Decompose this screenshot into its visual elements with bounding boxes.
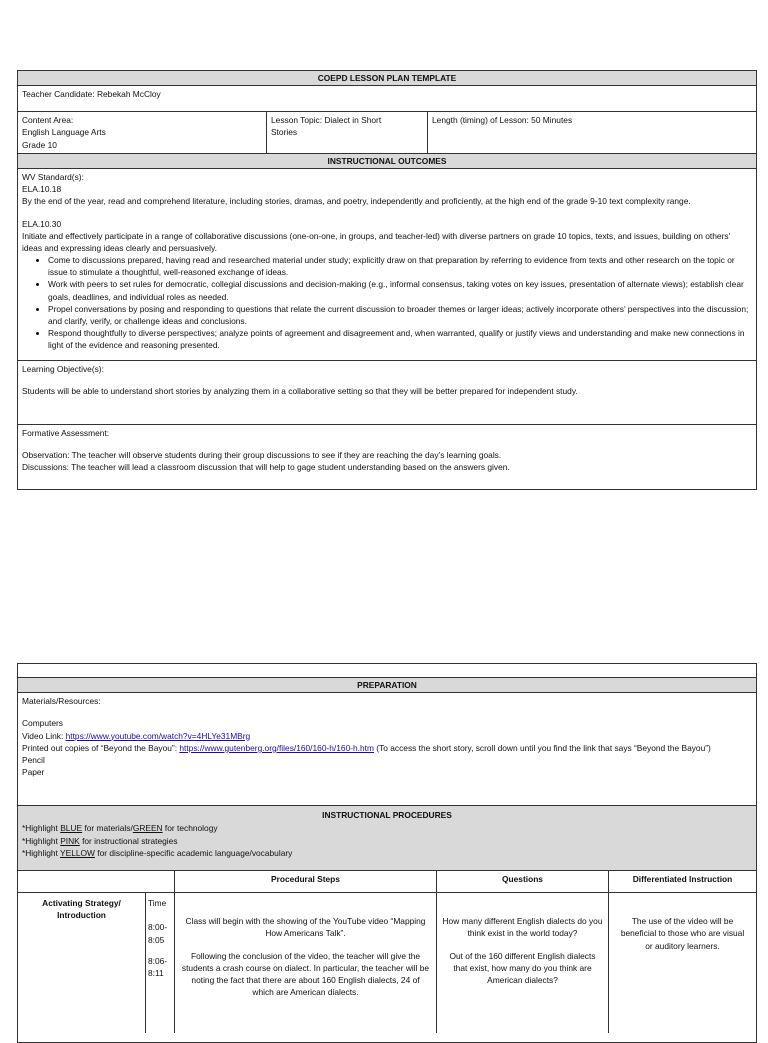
time-slot: 8:06-8:11 <box>148 955 168 978</box>
preparation-header: PREPARATION <box>18 678 756 693</box>
activating-label: Activating Strategy/ Introduction <box>18 893 146 1033</box>
diff-instruction: The use of the video will be beneficial to those who are visual or auditory learners. <box>620 916 745 951</box>
length-cell <box>428 112 756 153</box>
teacher-candidate: Teacher Candidate: Rebekah McCloy <box>18 86 756 112</box>
pencil-item: Pencil <box>22 754 45 765</box>
wv-standards-label: WV Standard(s): <box>22 171 84 182</box>
printed-prefix: Printed out copies of “Beyond the Bayou”: <box>22 742 180 753</box>
highlight-legend <box>18 822 756 859</box>
content-area-value: English Language Arts <box>22 127 106 138</box>
paper-item: Paper <box>22 767 45 778</box>
blank-top-row <box>18 664 756 678</box>
content-area-label: Content Area: <box>22 115 74 126</box>
lesson-topic-cell <box>267 112 428 153</box>
time-column <box>146 893 175 1033</box>
printed-item <box>22 742 752 754</box>
standard-bullet: • Work with peers to set rules for democratic, collegial discussions and decision-making (e.g., informal consensus, taking votes on key issues, presentation of alternate views); establish clear goals, deadlines, and individual roles as needed. <box>48 278 752 302</box>
lesson-plan-header: COEPD LESSON PLAN TEMPLATE <box>18 71 756 86</box>
time-label: Time <box>148 898 167 909</box>
lesson-topic-line1: Lesson Topic: Dialect in Short <box>271 115 382 126</box>
procedural-step: Class will begin with the showing of the YouTube video “Mapping How Americans Talk”. <box>185 916 426 939</box>
activating-row <box>18 893 756 1033</box>
ela1-code: ELA.10.18 <box>22 184 62 195</box>
highlight-line-2: *Highlight PINK for instructional strategies <box>22 835 178 846</box>
standards-bullet-list <box>22 254 752 352</box>
procedures-header: INSTRUCTIONAL PROCEDURES <box>18 806 756 822</box>
question: How many different English dialects do you think exist in the world today? <box>442 916 603 939</box>
procedures-section <box>18 806 756 871</box>
steps-column <box>175 893 437 1033</box>
grade: Grade 10 <box>22 139 57 150</box>
gutenberg-link[interactable]: https://www.gutenberg.org/files/160/160-h/160-h.htm <box>179 742 374 753</box>
col-diff-header: Differentiated Instruction <box>632 874 733 885</box>
formative-label: Formative Assessment: <box>22 427 110 438</box>
lesson-length: Length (timing) of Lesson: 50 Minutes <box>432 115 573 126</box>
standard-bullet: • Come to discussions prepared, having read and researched material under study; explicitly draw on that preparation by referring to evidence from texts and other research on the topic or issue to stimulate a thoughtful, well-reasoned exchange of ideas. <box>48 254 752 278</box>
lesson-info-row <box>18 112 756 154</box>
content-area-cell <box>18 112 267 153</box>
computers-item: Computers <box>22 718 63 729</box>
ela2-code: ELA.10.30 <box>22 218 62 229</box>
question: Out of the 160 different English dialects that exist, how many do you think are American dialects? <box>449 950 596 985</box>
video-prefix: Video Link: <box>22 730 66 741</box>
standard-bullet: • Respond thoughtfully to diverse perspectives; analyze points of agreement and disagreement and, when warranted, qualify or justify views and understanding and make new connections in light of the evidence and reasoning presented. <box>48 327 752 351</box>
lesson-topic-line2: Stories <box>271 127 298 138</box>
col-questions-header: Questions <box>437 871 609 892</box>
objective-label: Learning Objective(s): <box>22 363 104 374</box>
ela2-text: Initiate and effectively participate in a range of collaborative discussions (one-on-one, in groups, and teacher-led) with diverse partners on grade 10 topics, texts, and issues, building on others’ ideas and expressing ideas clearly and persuasively. <box>22 230 731 253</box>
ela1-text: By the end of the year, read and comprehend literature, including stories, dramas, and poetry, independently and proficiently, at the high end of the grade 9-10 text complexity range. <box>22 196 691 207</box>
outcomes-header: INSTRUCTIONAL OUTCOMES <box>18 154 756 169</box>
observation-text: Observation: The teacher will observe students during their group discussions to see if they are reaching the day’s learning goals. <box>22 449 502 460</box>
objective-text: Students will be able to understand short stories by analyzing them in a collaborative setting so that they will be better prepared for independent study. <box>22 385 578 396</box>
printed-suffix: (To access the short story, scroll down until you find the link that says “Beyond the Bayou”) <box>373 742 711 753</box>
col-steps-header: Procedural Steps <box>175 871 437 892</box>
lesson-plan-table <box>17 70 757 490</box>
procedures-column-headers <box>18 871 756 893</box>
materials-label: Materials/Resources: <box>22 696 101 707</box>
preparation-table <box>17 663 757 1043</box>
discussions-text: Discussions: The teacher will lead a classroom discussion that will help to gage student understanding based on the answers given. <box>22 461 510 472</box>
formative-section <box>18 425 756 489</box>
highlight-line-3: *Highlight YELLOW for discipline-specific academic language/vocabulary <box>22 847 293 858</box>
objective-section <box>18 361 756 425</box>
time-slot: 8:00-8:05 <box>148 922 168 945</box>
questions-column <box>437 893 609 1033</box>
video-item <box>22 730 752 742</box>
standards-section <box>18 169 756 361</box>
materials-section <box>18 693 756 806</box>
diff-column <box>609 893 756 1033</box>
video-link[interactable]: https://www.youtube.com/watch?v=4HLYe31MBrg <box>65 730 251 741</box>
procedural-step: Following the conclusion of the video, the teacher will give the students a crash course on dialect. In particular, the teacher will be noting the fact that there are about 160 English dialects, 24 of which are American dialects. <box>181 950 430 998</box>
highlight-line-1: *Highlight BLUE for materials/GREEN for technology <box>22 823 218 834</box>
standard-bullet: • Propel conversations by posing and responding to questions that relate the current discussion to broader themes or larger ideas; actively incorporate others’ perspectives into the discussion; and clarify, verify, or challenge ideas and conclusions. <box>48 303 752 327</box>
